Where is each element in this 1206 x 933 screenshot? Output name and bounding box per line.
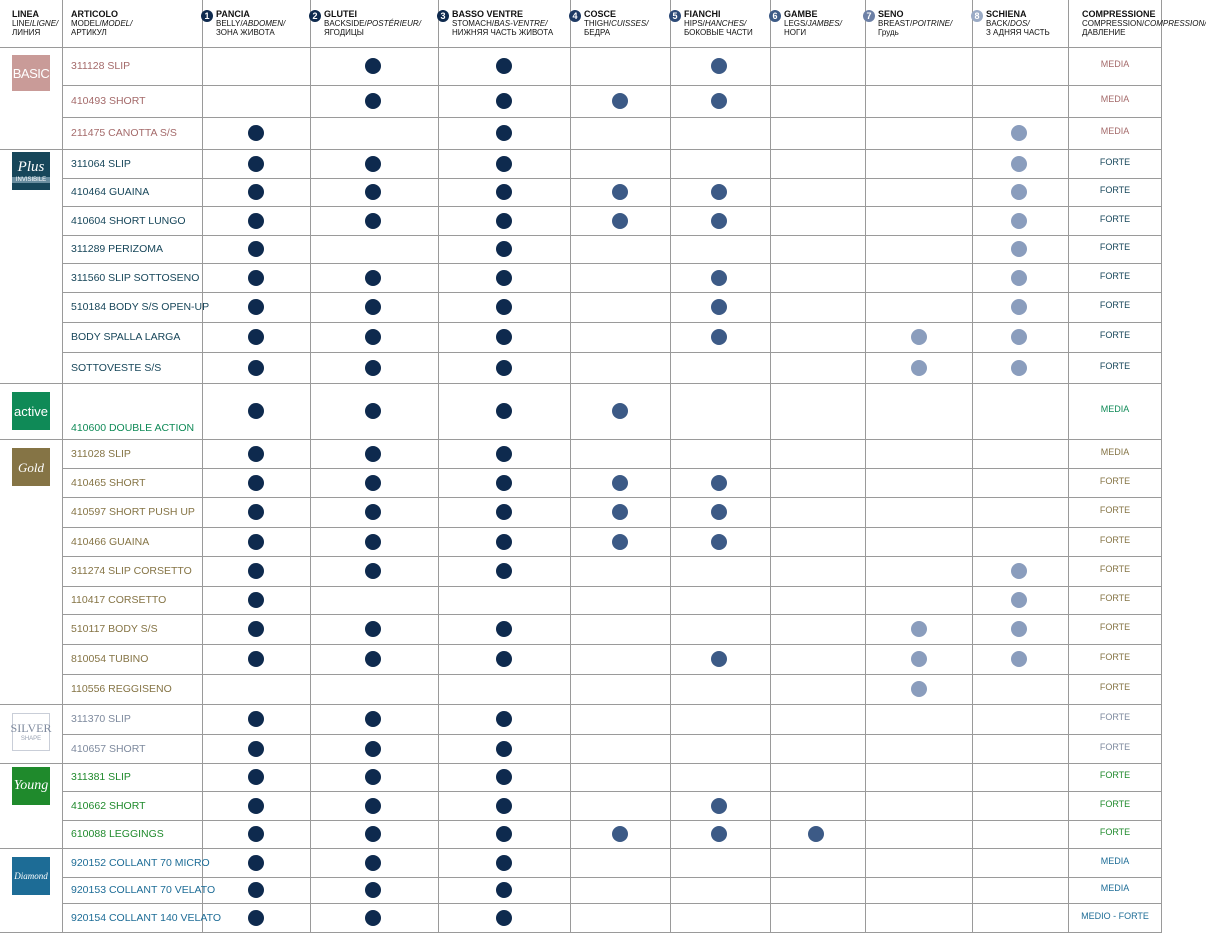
zone-number-badge: 6	[769, 10, 781, 22]
compression-level: MEDIA	[1100, 94, 1130, 104]
zone-dot-3	[496, 563, 512, 579]
zone-dot-1	[248, 534, 264, 550]
zone-dot-1	[248, 446, 264, 462]
grid-hline	[62, 468, 1162, 469]
grid-vline	[570, 0, 571, 933]
zone-dot-1	[248, 156, 264, 172]
zone-header-1-sub-ru: ЗОНА ЖИВОТА	[216, 28, 275, 37]
zone-dot-3	[496, 329, 512, 345]
zone-header-8-sub-ru: З АДНЯЯ ЧАСТЬ	[986, 28, 1050, 37]
zone-dot-2	[365, 563, 381, 579]
line-header-sub-ru: ЛИНИЯ	[12, 28, 41, 37]
zone-dot-2	[365, 270, 381, 286]
compression-level: FORTE	[1099, 185, 1131, 195]
zone-dot-5	[711, 534, 727, 550]
line-header-sub-en-fr: LINE/LIGNE/	[12, 19, 59, 28]
model-name: 311274 SLIP CORSETTO	[71, 565, 192, 577]
zone-dot-2	[365, 504, 381, 520]
zone-dot-3	[496, 826, 512, 842]
model-name: 510184 BODY S/S OPEN-UP	[71, 301, 210, 313]
zone-dot-5	[711, 329, 727, 345]
grid-vline	[1068, 0, 1069, 933]
gold-logo-text: Gold	[18, 459, 44, 475]
model-name: 410464 GUAINA	[71, 186, 150, 198]
compression-level: FORTE	[1099, 712, 1131, 722]
compression-level: MEDIA	[1100, 126, 1130, 136]
compression-level: FORTE	[1099, 798, 1131, 809]
model-name: 410465 SHORT	[71, 476, 146, 489]
zone-dot-2	[365, 93, 381, 109]
grid-hline	[62, 117, 1162, 118]
model-name: 311064 SLIP	[71, 157, 131, 170]
zone-header-1-sub-en-fr: BELLY/ABDOMEN/	[216, 19, 286, 28]
compression-level: FORTE	[1099, 682, 1131, 692]
zone-dot-1	[248, 125, 264, 141]
zone-dot-5	[711, 58, 727, 74]
zone-dot-2	[365, 156, 381, 172]
compression-level: MEDIA	[1100, 883, 1130, 893]
zone-number-badge: 7	[863, 10, 875, 22]
grid-vline	[202, 0, 203, 933]
model-name: 211475 CANOTTA S/S	[71, 127, 177, 139]
grid-hline	[62, 820, 1162, 821]
zone-header-8-sub-en-fr: BACK/DOS/	[986, 19, 1030, 28]
zone-dot-2	[365, 360, 381, 376]
zone-dot-8	[1011, 213, 1027, 229]
model-name: 311289 PERIZOMA	[71, 243, 164, 255]
compression-level: MEDIA	[1100, 446, 1130, 457]
grid-hline	[0, 149, 1162, 150]
zone-header-2-sub-ru: ЯГОДИЦЫ	[324, 28, 364, 37]
article-header-title: ARTICOLO	[71, 9, 118, 19]
zone-dot-8	[1011, 184, 1027, 200]
compression-level: FORTE	[1099, 330, 1131, 340]
zone-dot-5	[711, 299, 727, 315]
basic-logo-text: BASIC	[12, 65, 50, 81]
compression-level: MEDIA	[1100, 59, 1130, 69]
zone-dot-4	[612, 475, 628, 491]
zone-header-5-sub-ru: БОКОВЫЕ ЧАСТИ	[684, 28, 753, 37]
model-name: 410604 SHORT LUNGO	[71, 214, 186, 227]
zone-dot-8	[1011, 621, 1027, 637]
compression-level: FORTE	[1099, 156, 1131, 167]
compression-level: FORTE	[1099, 213, 1131, 224]
model-name: 311128 SLIP	[71, 60, 131, 72]
zone-dot-2	[365, 534, 381, 550]
zone-dot-3	[496, 534, 512, 550]
grid-hline	[62, 322, 1162, 323]
zone-number-badge: 8	[971, 10, 983, 22]
zone-dot-2	[365, 798, 381, 814]
zone-dot-1	[248, 475, 264, 491]
zone-dot-5	[711, 651, 727, 667]
zone-header-7-sub-en-fr: BREAST/POITRINE/	[878, 19, 953, 28]
zone-dot-8	[1011, 651, 1027, 667]
zone-dot-2	[365, 475, 381, 491]
zone-dot-3	[496, 446, 512, 462]
zone-dot-1	[248, 213, 264, 229]
grid-hline	[62, 674, 1162, 675]
zone-dot-1	[248, 360, 264, 376]
zone-header-8-title: SCHIENA	[986, 9, 1027, 19]
plus-logo-subtext: INVISIBILE	[12, 177, 50, 183]
compression-level: MEDIA	[1100, 404, 1130, 414]
grid-hline	[62, 497, 1162, 498]
zone-header-6-title: GAMBE	[784, 9, 818, 19]
zone-dot-4	[612, 213, 628, 229]
zone-dot-1	[248, 882, 264, 898]
zone-dot-3	[496, 241, 512, 257]
compression-level: FORTE	[1099, 270, 1131, 281]
zone-number-badge: 1	[201, 10, 213, 22]
zone-dot-1	[248, 798, 264, 814]
compression-header-title: COMPRESSIONE	[1082, 9, 1156, 19]
zone-dot-3	[496, 184, 512, 200]
zone-dot-8	[1011, 563, 1027, 579]
zone-header-5-sub-en-fr: HIPS/HANCHES/	[684, 19, 747, 28]
compression-level: FORTE	[1099, 475, 1131, 486]
zone-dot-1	[248, 563, 264, 579]
grid-vline	[1161, 0, 1162, 933]
grid-hline	[62, 877, 1162, 878]
compression-level: FORTE	[1099, 827, 1131, 837]
zone-dot-3	[496, 299, 512, 315]
zone-header-4-sub-en-fr: THIGH/CUISSES/	[584, 19, 649, 28]
zone-dot-2	[365, 184, 381, 200]
model-name: 410466 GUAINA	[71, 535, 150, 548]
zone-dot-2	[365, 826, 381, 842]
zone-dot-2	[365, 882, 381, 898]
zone-dot-3	[496, 651, 512, 667]
zone-dot-3	[496, 93, 512, 109]
model-name: 920154 COLLANT 140 VELATO	[71, 911, 222, 924]
compression-level: FORTE	[1099, 360, 1131, 371]
zone-dot-2	[365, 855, 381, 871]
article-header-sub-ru: АРТИКУЛ	[71, 28, 107, 37]
zone-dot-8	[1011, 360, 1027, 376]
compression-level: FORTE	[1099, 242, 1131, 252]
model-name: 410600 DOUBLE ACTION	[71, 422, 195, 434]
diamond-logo	[12, 857, 50, 895]
zone-header-2-sub-en-fr: BACKSIDE/POSTÉRIEUR/	[324, 19, 421, 28]
zone-dot-3	[496, 475, 512, 491]
basic-logo	[12, 55, 50, 91]
zone-dot-2	[365, 329, 381, 345]
compression-level: FORTE	[1099, 741, 1131, 752]
model-name: 410493 SHORT	[71, 95, 146, 107]
zone-dot-3	[496, 156, 512, 172]
active-logo	[12, 392, 50, 430]
model-name: 311381 SLIP	[71, 771, 131, 783]
grid-hline	[62, 644, 1162, 645]
active-logo-text: active	[14, 403, 48, 419]
zone-dot-3	[496, 741, 512, 757]
grid-hline	[62, 292, 1162, 293]
model-name: 311370 SLIP	[71, 713, 131, 725]
zone-dot-8	[1011, 125, 1027, 141]
zone-dot-5	[711, 504, 727, 520]
zone-dot-2	[365, 711, 381, 727]
zone-dot-1	[248, 299, 264, 315]
zone-header-4-sub-ru: БЕДРА	[584, 28, 611, 37]
compression-header-sub-en-fr: COMPRESSION/COMPRESSION/	[1082, 19, 1206, 28]
zone-dot-3	[496, 403, 512, 419]
zone-header-3-title: BASSO VENTRE	[452, 9, 524, 19]
model-name: 510117 BODY S/S	[71, 623, 158, 635]
zone-dot-4	[612, 504, 628, 520]
model-name: SOTTOVESTE S/S	[71, 361, 162, 374]
zone-dot-8	[1011, 592, 1027, 608]
young-logo-text: Young	[13, 778, 49, 793]
zone-dot-1	[248, 329, 264, 345]
model-name: 920153 COLLANT 70 VELATO	[71, 884, 216, 896]
model-name: 110417 CORSETTO	[71, 594, 167, 606]
grid-vline	[670, 0, 671, 933]
zone-dot-7	[911, 681, 927, 697]
silver-logo	[12, 713, 50, 751]
model-name: 410657 SHORT	[71, 742, 146, 755]
grid-vline	[62, 0, 63, 933]
grid-hline	[0, 439, 1162, 440]
grid-vline	[972, 0, 973, 933]
zone-dot-6	[808, 826, 824, 842]
zone-dot-1	[248, 184, 264, 200]
zone-dot-7	[911, 360, 927, 376]
grid-hline	[62, 263, 1162, 264]
zone-dot-5	[711, 213, 727, 229]
zone-dot-3	[496, 504, 512, 520]
zone-dot-1	[248, 241, 264, 257]
grid-hline	[62, 352, 1162, 353]
article-header-sub-en-fr: MODEL/MODEL/	[71, 19, 133, 28]
grid-hline	[62, 586, 1162, 587]
zone-dot-1	[248, 741, 264, 757]
zone-number-badge: 2	[309, 10, 321, 22]
zone-dot-1	[248, 769, 264, 785]
zone-dot-3	[496, 213, 512, 229]
zone-dot-2	[365, 651, 381, 667]
zone-dot-1	[248, 504, 264, 520]
line-header-title: LINEA	[12, 9, 39, 19]
grid-hline	[62, 903, 1162, 904]
zone-dot-7	[911, 651, 927, 667]
grid-hline	[62, 178, 1162, 179]
zone-dot-2	[365, 403, 381, 419]
zone-header-7-title: SENO	[878, 9, 904, 19]
grid-hline	[0, 763, 1162, 764]
zone-header-2-title: GLUTEI	[324, 9, 357, 19]
plus-logo-text: Plus	[17, 158, 45, 175]
zone-dot-3	[496, 855, 512, 871]
diamond-logo-text: Diamond	[14, 870, 48, 881]
model-name: 110556 REGGISENO	[71, 683, 172, 695]
zone-dot-5	[711, 798, 727, 814]
compression-level: MEDIO - FORTE	[1081, 910, 1149, 921]
grid-hline	[0, 47, 1162, 48]
zone-dot-1	[248, 826, 264, 842]
zone-dot-5	[711, 826, 727, 842]
grid-hline	[62, 235, 1162, 236]
zone-dot-4	[612, 403, 628, 419]
zone-dot-2	[365, 741, 381, 757]
model-name: 610088 LEGGINGS	[71, 828, 164, 840]
plus-logo	[12, 152, 50, 190]
grid-hline	[62, 556, 1162, 557]
grid-hline	[0, 383, 1162, 384]
silver-logo-text: SILVER	[10, 721, 52, 735]
zone-dot-7	[911, 329, 927, 345]
zone-dot-8	[1011, 329, 1027, 345]
grid-hline	[62, 734, 1162, 735]
zone-header-6-sub-en-fr: LEGS/JAMBES/	[784, 19, 842, 28]
compression-header-sub-ru: ДАВЛЕНИЕ	[1082, 28, 1126, 37]
zone-dot-8	[1011, 241, 1027, 257]
zone-dot-3	[496, 910, 512, 926]
zone-dot-3	[496, 711, 512, 727]
zone-dot-5	[711, 475, 727, 491]
zone-dot-1	[248, 855, 264, 871]
zone-dot-3	[496, 798, 512, 814]
grid-hline	[62, 614, 1162, 615]
grid-vline	[438, 0, 439, 933]
zone-header-1-title: PANCIA	[216, 9, 250, 19]
zone-dot-2	[365, 621, 381, 637]
compression-level: MEDIA	[1100, 855, 1130, 866]
zone-header-3-sub-ru: НИЖНЯЯ ЧАСТЬ ЖИВОТА	[452, 28, 554, 37]
zone-dot-7	[911, 621, 927, 637]
zone-dot-4	[612, 534, 628, 550]
zone-dot-5	[711, 270, 727, 286]
compression-level: FORTE	[1099, 593, 1131, 603]
compression-level: FORTE	[1099, 652, 1131, 662]
compression-level: FORTE	[1099, 534, 1131, 545]
zone-dot-8	[1011, 299, 1027, 315]
compression-level: FORTE	[1099, 505, 1131, 515]
grid-vline	[865, 0, 866, 933]
zone-dot-2	[365, 769, 381, 785]
grid-vline	[310, 0, 311, 933]
zone-dot-3	[496, 769, 512, 785]
zone-dot-2	[365, 213, 381, 229]
model-name: 311560 SLIP SOTTOSENO	[71, 271, 200, 284]
zone-dot-1	[248, 910, 264, 926]
zone-dot-1	[248, 270, 264, 286]
zone-dot-4	[612, 184, 628, 200]
zone-dot-1	[248, 621, 264, 637]
zone-dot-2	[365, 910, 381, 926]
zone-number-badge: 3	[437, 10, 449, 22]
zone-dot-8	[1011, 270, 1027, 286]
zone-number-badge: 5	[669, 10, 681, 22]
zone-dot-3	[496, 270, 512, 286]
zone-dot-3	[496, 882, 512, 898]
grid-hline	[62, 85, 1162, 86]
model-name: 920152 COLLANT 70 MICRO	[71, 856, 210, 869]
grid-hline	[62, 791, 1162, 792]
zone-dot-5	[711, 93, 727, 109]
grid-hline	[0, 704, 1162, 705]
compression-level: FORTE	[1099, 300, 1131, 310]
zone-header-5-title: FIANCHI	[684, 9, 721, 19]
zone-header-7-sub-ru: Грудь	[878, 28, 899, 37]
zone-dot-3	[496, 125, 512, 141]
compression-level: FORTE	[1099, 622, 1131, 632]
grid-vline	[770, 0, 771, 933]
zone-dot-2	[365, 58, 381, 74]
zone-dot-1	[248, 403, 264, 419]
zone-dot-5	[711, 184, 727, 200]
zone-dot-3	[496, 360, 512, 376]
zone-dot-8	[1011, 156, 1027, 172]
zone-header-6-sub-ru: НОГИ	[784, 28, 807, 37]
model-name: BODY SPALLA LARGA	[71, 331, 181, 343]
zone-dot-1	[248, 651, 264, 667]
grid-hline	[62, 527, 1162, 528]
zone-dot-3	[496, 621, 512, 637]
zone-dot-1	[248, 592, 264, 608]
zone-dot-3	[496, 58, 512, 74]
compression-level: FORTE	[1099, 770, 1131, 780]
zone-dot-4	[612, 93, 628, 109]
silver-logo-subtext: SHAPE	[20, 736, 42, 742]
zone-dot-1	[248, 711, 264, 727]
zone-number-badge: 4	[569, 10, 581, 22]
gold-logo	[12, 448, 50, 486]
zone-header-3-sub-en-fr: STOMACH/BAS-VENTRE/	[452, 19, 548, 28]
zone-dot-2	[365, 299, 381, 315]
model-name: 410662 SHORT	[71, 799, 146, 812]
grid-hline	[62, 206, 1162, 207]
zone-dot-4	[612, 826, 628, 842]
zone-header-4-title: COSCE	[584, 9, 617, 19]
model-name: 410597 SHORT PUSH UP	[71, 506, 195, 518]
zone-dot-2	[365, 446, 381, 462]
compression-level: FORTE	[1099, 564, 1131, 574]
model-name: 810054 TUBINO	[71, 653, 149, 665]
young-logo	[12, 767, 50, 805]
model-name: 311028 SLIP	[71, 447, 131, 460]
grid-hline	[0, 848, 1162, 849]
